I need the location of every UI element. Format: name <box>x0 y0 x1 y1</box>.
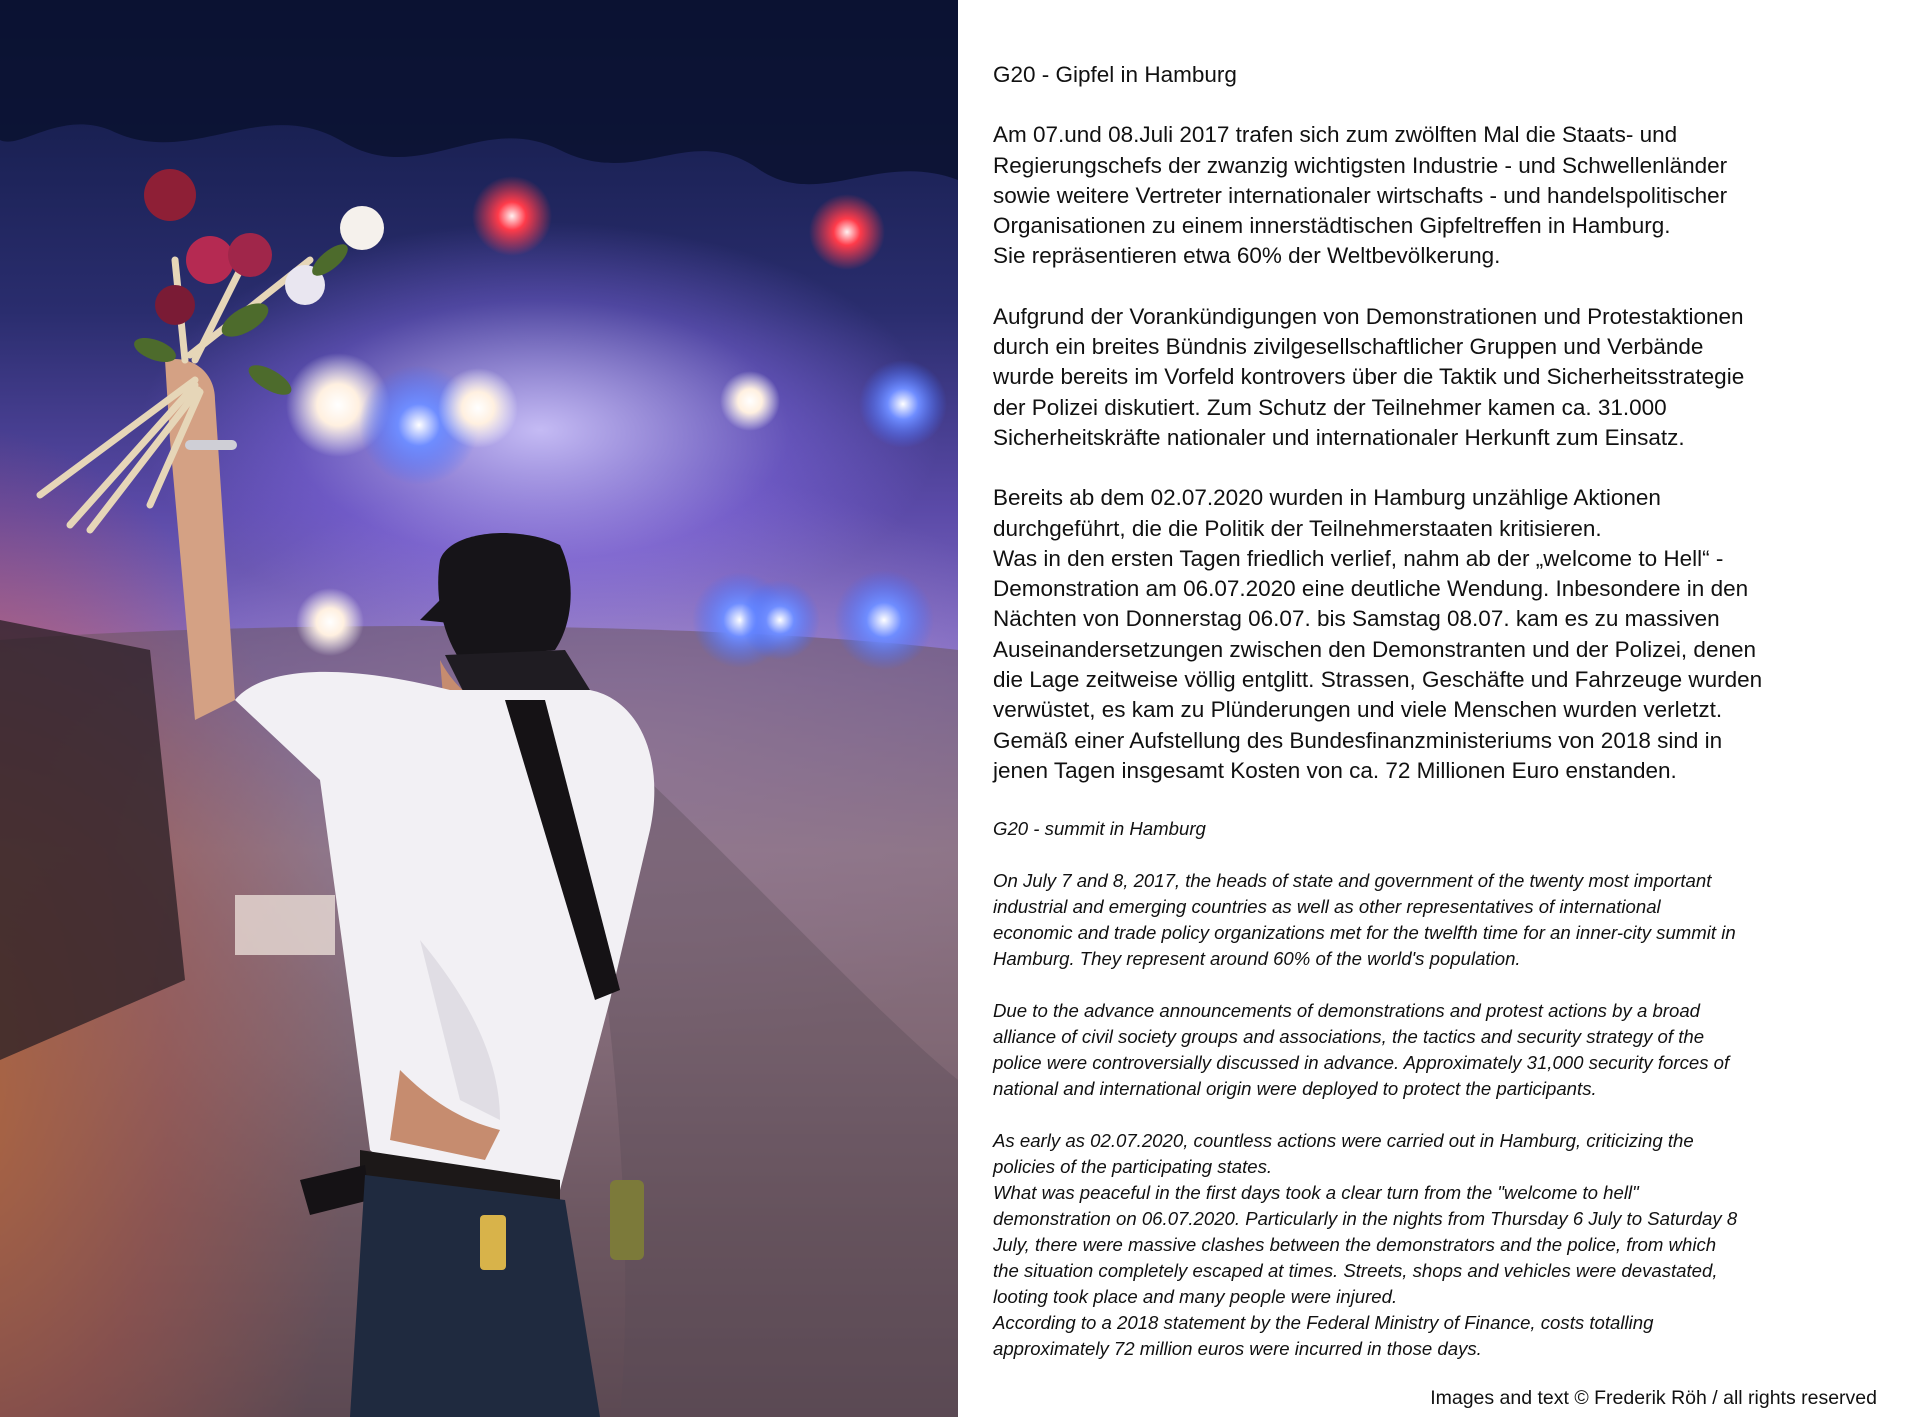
german-paragraph-3 <box>993 483 1883 786</box>
text-line: July, there were massive clashes between the demonstrators and the police, from which <box>993 1234 1717 1256</box>
text-line: Aufgrund der Vorankündigungen von Demonstrationen und Protestaktionen <box>993 303 1744 329</box>
text-line: demonstration on 06.07.2020. Particularly in the nights from Thursday 6 July to Saturday 8 <box>993 1208 1738 1230</box>
text-panel <box>993 60 1883 1388</box>
english-paragraph-2 <box>993 998 1883 1102</box>
text-line: police were controversially discussed in advance. Approximately 31,000 security forces of <box>993 1052 1730 1074</box>
text-line: verwüstet, es kam zu Plünderungen und viele Menschen wurden verletzt. <box>993 697 1723 723</box>
english-title: G20 - summit in Hamburg <box>993 818 1206 840</box>
text-line: wurde bereits im Vorfeld kontrovers über die Taktik und Sicherheitsstrategie <box>993 364 1745 390</box>
text-line: alliance of civil society groups and associations, the tactics and security strategy of the <box>993 1026 1705 1048</box>
text-line: Organisationen zu einem innerstädtischen Gipfeltreffen in Hamburg. <box>993 213 1671 239</box>
text-line: durch ein breites Bündnis zivilgesellschaftlicher Gruppen und Verbände <box>993 334 1704 360</box>
text-line: Bereits ab dem 02.07.2020 wurden in Hamburg unzählige Aktionen <box>993 485 1661 511</box>
text-line: Hamburg. They represent around 60% of the world's population. <box>993 948 1521 970</box>
text-line: economic and trade policy organizations met for the twelfth time for an inner-city summit in <box>993 922 1736 944</box>
text-line: der Polizei diskutiert. Zum Schutz der Teilnehmer kamen ca. 31.000 <box>993 394 1667 420</box>
text-line: policies of the participating states. <box>993 1156 1273 1178</box>
text-line: jenen Tagen insgesamt Kosten von ca. 72 Millionen Euro enstanden. <box>993 757 1677 783</box>
copyright-credit: Images and text © Frederik Röh / all rights reserved <box>1430 1387 1877 1409</box>
german-title: G20 - Gipfel in Hamburg <box>993 62 1237 87</box>
text-line: approximately 72 million euros were incurred in those days. <box>993 1338 1482 1360</box>
text-line: die Lage zeitweise völlig entglitt. Strassen, Geschäfte und Fahrzeuge wurden <box>993 667 1763 693</box>
german-paragraph-2 <box>993 302 1883 453</box>
text-line: national and international origin were deployed to protect the participants. <box>993 1078 1597 1100</box>
text-line: On July 7 and 8, 2017, the heads of state and government of the twenty most important <box>993 870 1712 892</box>
text-line: industrial and emerging countries as well as other representatives of international <box>993 896 1661 918</box>
text-line: Was in den ersten Tagen friedlich verlief, nahm ab der „welcome to Hell“ - <box>993 545 1724 571</box>
text-line: Regierungschefs der zwanzig wichtigsten Industrie - und Schwellenländer <box>993 152 1728 178</box>
text-line: Demonstration am 06.07.2020 eine deutliche Wendung. Inbesondere in den <box>993 576 1749 602</box>
text-line: Gemäß einer Aufstellung des Bundesfinanzministeriums von 2018 sind in <box>993 727 1723 753</box>
german-paragraph-1 <box>993 120 1883 271</box>
text-line: Auseinandersetzungen zwischen den Demonstranten und der Polizei, denen <box>993 636 1757 662</box>
text-line: Due to the advance announcements of demonstrations and protest actions by a broad <box>993 1000 1701 1022</box>
text-line: durchgeführt, die die Politik der Teilnehmerstaaten kritisieren. <box>993 515 1602 541</box>
text-line: Am 07.und 08.Juli 2017 trafen sich zum zwölften Mal die Staats- und <box>993 122 1678 148</box>
text-line: According to a 2018 statement by the Federal Ministry of Finance, costs totalling <box>993 1312 1654 1334</box>
text-line: Sie repräsentieren etwa 60% der Weltbevölkerung. <box>993 243 1501 269</box>
english-paragraph-3 <box>993 1128 1883 1362</box>
text-line: What was peaceful in the first days took a clear turn from the "welcome to hell" <box>993 1182 1639 1204</box>
text-line: Sicherheitskräfte nationaler und internationaler Herkunft zum Einsatz. <box>993 424 1685 450</box>
text-line: Nächten von Donnerstag 06.07. bis Samstag 08.07. kam es zu massiven <box>993 606 1720 632</box>
text-line: looting took place and many people were injured. <box>993 1286 1398 1308</box>
text-line: the situation completely escaped at times. Streets, shops and vehicles were devastated, <box>993 1260 1718 1282</box>
text-line: As early as 02.07.2020, countless actions were carried out in Hamburg, criticizing the <box>993 1130 1694 1152</box>
english-paragraph-1 <box>993 868 1883 972</box>
text-line: sowie weitere Vertreter internationaler wirtschafts - und handelspolitischer <box>993 182 1728 208</box>
